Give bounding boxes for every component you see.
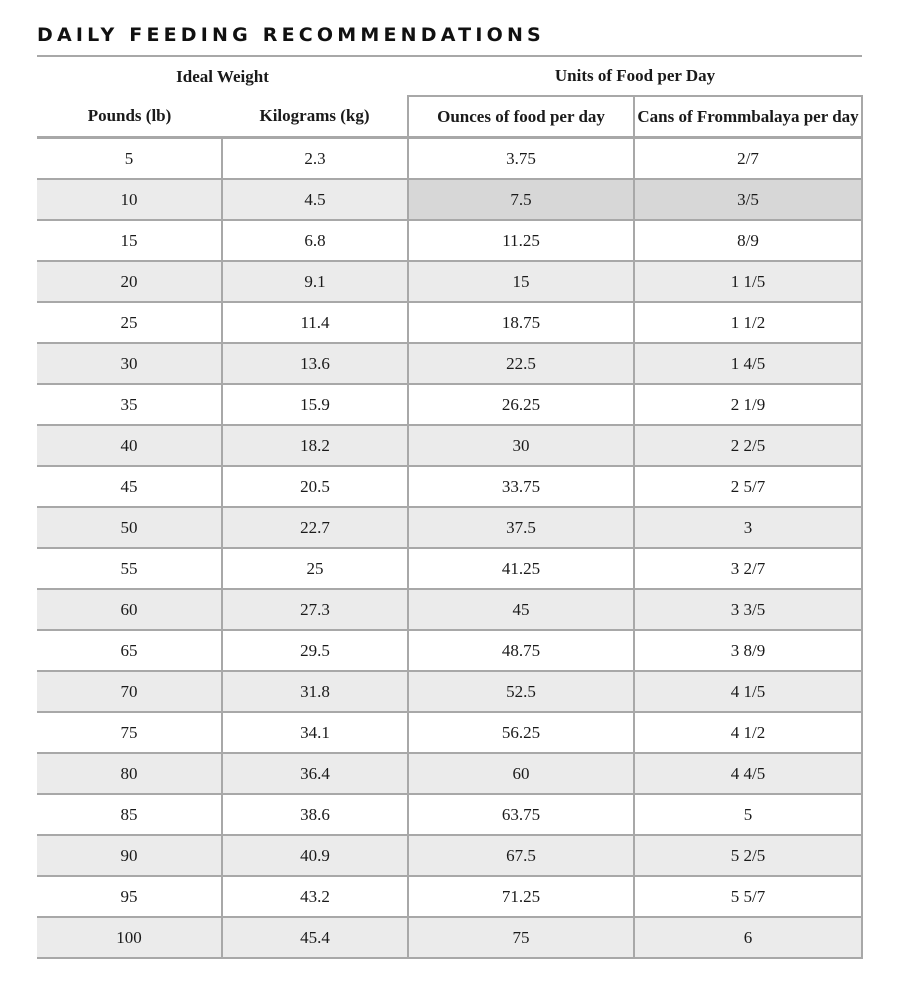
cell-cans: 1 1/2: [634, 302, 862, 343]
table-body: [37, 138, 862, 959]
cell-ounces: 71.25: [408, 876, 634, 917]
table-row: [37, 302, 862, 343]
cell-kilograms: 18.2: [222, 425, 408, 466]
table-row: [37, 835, 862, 876]
cell-kilograms: 4.5: [222, 179, 408, 220]
cell-pounds: 45: [37, 466, 222, 507]
cell-pounds: 25: [37, 302, 222, 343]
cell-ounces: 18.75: [408, 302, 634, 343]
cell-cans: 2/7: [634, 138, 862, 180]
document-title: DAILY FEEDING RECOMMENDATIONS: [37, 24, 545, 46]
cell-cans: 5 2/5: [634, 835, 862, 876]
cell-kilograms: 11.4: [222, 302, 408, 343]
table-row: [37, 589, 862, 630]
cell-cans: 8/9: [634, 220, 862, 261]
cell-ounces: 56.25: [408, 712, 634, 753]
table-row: [37, 466, 862, 507]
cell-kilograms: 31.8: [222, 671, 408, 712]
cell-kilograms: 6.8: [222, 220, 408, 261]
group-header-units-of-food: Units of Food per Day: [408, 57, 862, 96]
cell-ounces: 30: [408, 425, 634, 466]
cell-cans: 3: [634, 507, 862, 548]
cell-cans: 2 1/9: [634, 384, 862, 425]
cell-pounds: 65: [37, 630, 222, 671]
table-row: [37, 384, 862, 425]
cell-ounces: 15: [408, 261, 634, 302]
table-row: [37, 630, 862, 671]
cell-cans: 4 4/5: [634, 753, 862, 794]
column-header-cans: Cans of Frommbalaya per day: [634, 96, 862, 138]
cell-ounces: 22.5: [408, 343, 634, 384]
feeding-table: [37, 57, 863, 959]
cell-kilograms: 13.6: [222, 343, 408, 384]
cell-ounces: 41.25: [408, 548, 634, 589]
cell-ounces: 3.75: [408, 138, 634, 180]
cell-cans: 4 1/5: [634, 671, 862, 712]
cell-ounces: 11.25: [408, 220, 634, 261]
table-row: [37, 671, 862, 712]
cell-pounds: 35: [37, 384, 222, 425]
cell-ounces: 37.5: [408, 507, 634, 548]
table-row: [37, 794, 862, 835]
table-row: [37, 876, 862, 917]
cell-cans: 3 2/7: [634, 548, 862, 589]
table-row: [37, 179, 862, 220]
cell-kilograms: 29.5: [222, 630, 408, 671]
cell-cans: 4 1/2: [634, 712, 862, 753]
cell-ounces: 67.5: [408, 835, 634, 876]
cell-cans: 3/5: [634, 179, 862, 220]
cell-pounds: 30: [37, 343, 222, 384]
table-row: [37, 507, 862, 548]
cell-ounces: 48.75: [408, 630, 634, 671]
cell-kilograms: 38.6: [222, 794, 408, 835]
cell-pounds: 20: [37, 261, 222, 302]
cell-ounces: 7.5: [408, 179, 634, 220]
group-header-row: [37, 57, 862, 96]
table-row: [37, 220, 862, 261]
cell-kilograms: 36.4: [222, 753, 408, 794]
table-row: [37, 712, 862, 753]
column-header-row: [37, 96, 862, 138]
cell-cans: 2 5/7: [634, 466, 862, 507]
cell-kilograms: 2.3: [222, 138, 408, 180]
table-row: [37, 753, 862, 794]
cell-pounds: 95: [37, 876, 222, 917]
cell-pounds: 90: [37, 835, 222, 876]
cell-ounces: 26.25: [408, 384, 634, 425]
cell-pounds: 100: [37, 917, 222, 958]
cell-kilograms: 45.4: [222, 917, 408, 958]
cell-pounds: 75: [37, 712, 222, 753]
cell-cans: 6: [634, 917, 862, 958]
cell-kilograms: 22.7: [222, 507, 408, 548]
cell-kilograms: 9.1: [222, 261, 408, 302]
cell-cans: 3 3/5: [634, 589, 862, 630]
cell-pounds: 80: [37, 753, 222, 794]
cell-ounces: 45: [408, 589, 634, 630]
cell-ounces: 63.75: [408, 794, 634, 835]
cell-ounces: 75: [408, 917, 634, 958]
cell-pounds: 50: [37, 507, 222, 548]
cell-cans: 5 5/7: [634, 876, 862, 917]
cell-kilograms: 40.9: [222, 835, 408, 876]
cell-kilograms: 27.3: [222, 589, 408, 630]
table-row: [37, 548, 862, 589]
cell-kilograms: 25: [222, 548, 408, 589]
cell-kilograms: 43.2: [222, 876, 408, 917]
cell-pounds: 15: [37, 220, 222, 261]
cell-cans: 3 8/9: [634, 630, 862, 671]
cell-pounds: 40: [37, 425, 222, 466]
table-row: [37, 343, 862, 384]
cell-cans: 1 4/5: [634, 343, 862, 384]
column-header-pounds: Pounds (lb): [37, 96, 222, 138]
cell-pounds: 85: [37, 794, 222, 835]
cell-pounds: 55: [37, 548, 222, 589]
cell-cans: 5: [634, 794, 862, 835]
group-header-ideal-weight: Ideal Weight: [176, 66, 269, 86]
cell-cans: 1 1/5: [634, 261, 862, 302]
cell-ounces: 33.75: [408, 466, 634, 507]
cell-ounces: 60: [408, 753, 634, 794]
cell-kilograms: 15.9: [222, 384, 408, 425]
table-row: [37, 425, 862, 466]
cell-pounds: 60: [37, 589, 222, 630]
cell-ounces: 52.5: [408, 671, 634, 712]
table-row: [37, 138, 862, 180]
cell-pounds: 70: [37, 671, 222, 712]
cell-pounds: 10: [37, 179, 222, 220]
table-row: [37, 917, 862, 958]
column-header-kilograms: Kilograms (kg): [222, 96, 408, 138]
cell-cans: 2 2/5: [634, 425, 862, 466]
column-header-ounces: Ounces of food per day: [408, 96, 634, 138]
table-row: [37, 261, 862, 302]
cell-kilograms: 34.1: [222, 712, 408, 753]
cell-pounds: 5: [37, 138, 222, 180]
cell-kilograms: 20.5: [222, 466, 408, 507]
